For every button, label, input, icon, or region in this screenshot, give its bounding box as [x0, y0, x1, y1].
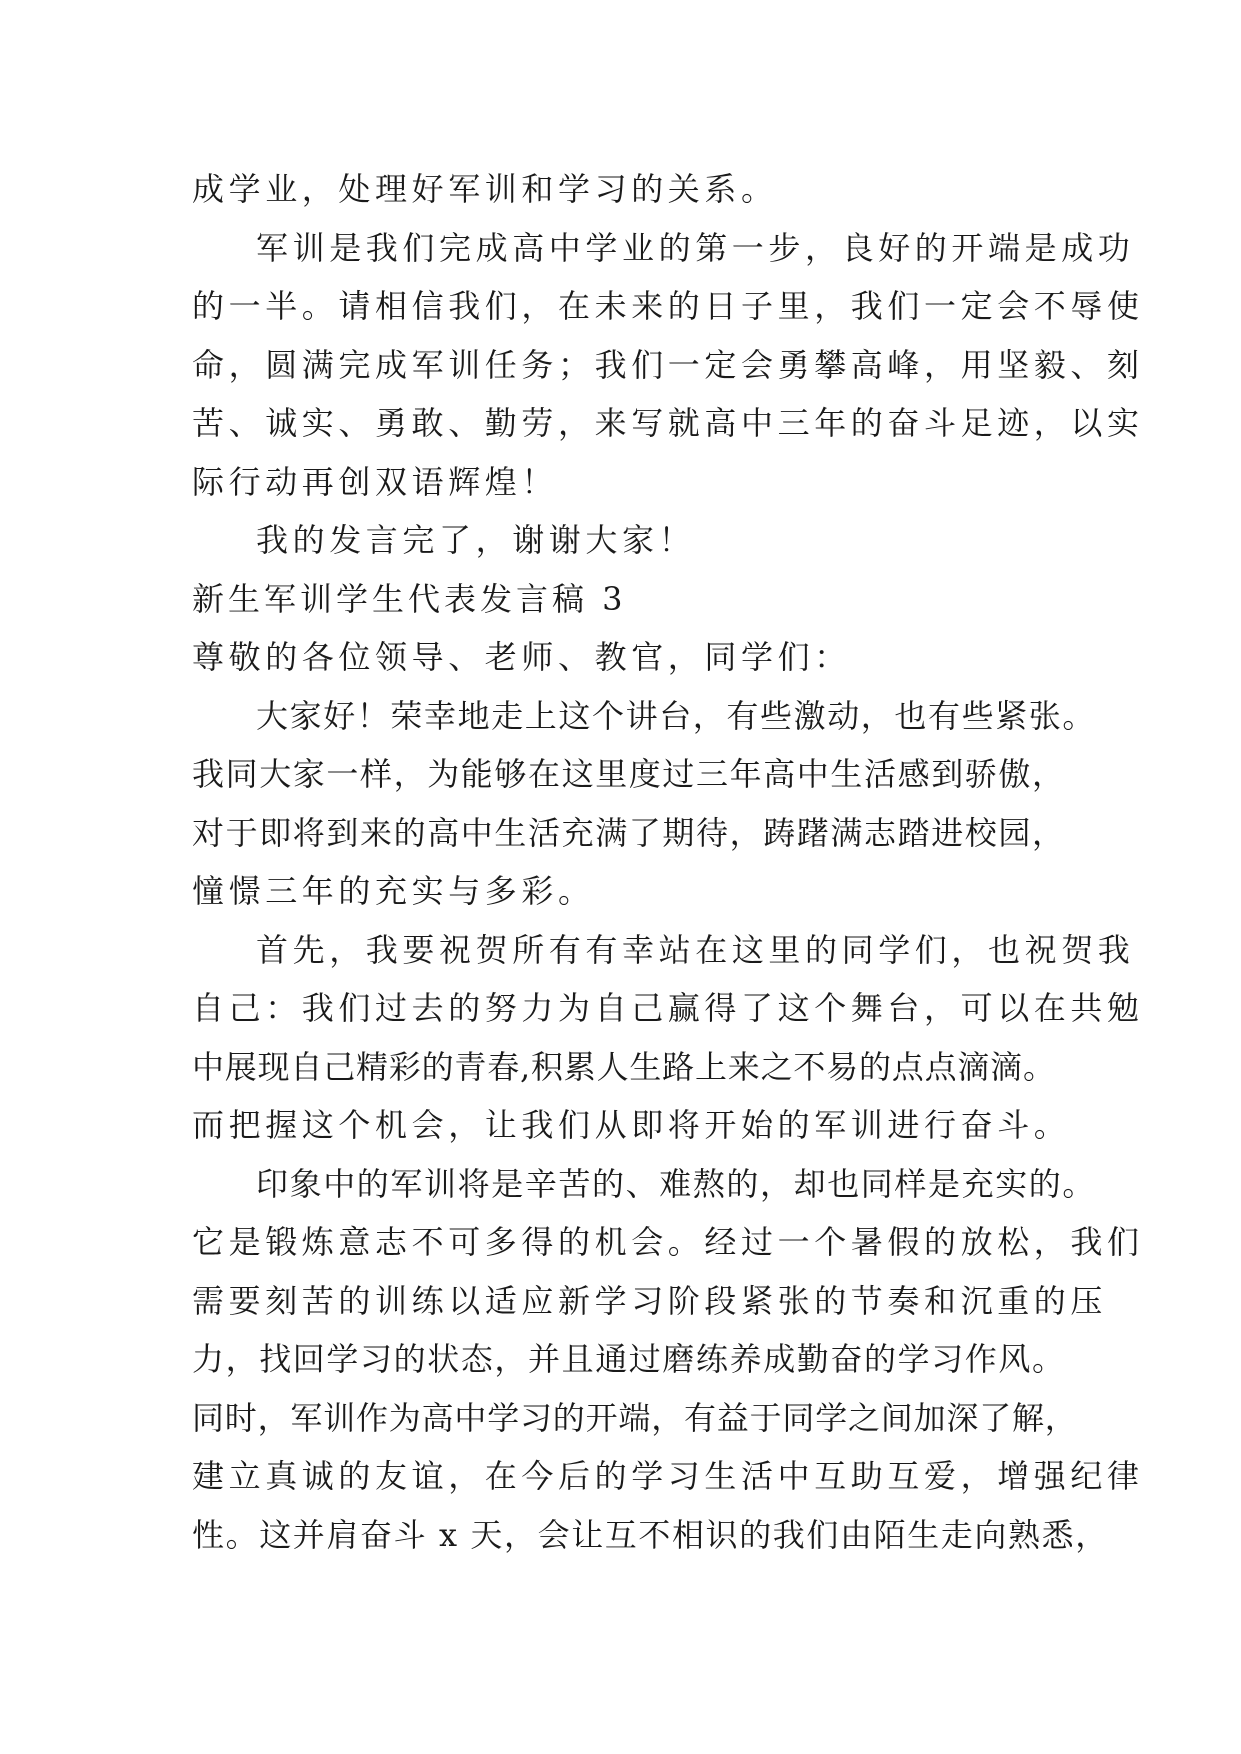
text-line: 命，圆满完成军训任务；我们一定会勇攀高峰，用坚毅、刻 — [192, 345, 1144, 384]
text-line: 首先，我要祝贺所有有幸站在这里的同学们，也祝贺我 — [256, 930, 1135, 969]
text-line: 同时，军训作为高中学习的开端，有益于同学之间加深了解， — [192, 1398, 1078, 1437]
document-body — [192, 160, 1144, 1564]
text-line: 中展现自己精彩的青春,积累人生路上来之不易的点点滴滴。 — [192, 1047, 1056, 1086]
text-line: 性。这并肩奋斗 x 天，会让互不相识的我们由陌生走向熟悉， — [192, 1515, 1109, 1554]
salutation: 尊敬的各位领导、老师、教官，同学们： — [192, 638, 851, 676]
text-line: 力，找回学习的状态，并且通过磨练养成勤奋的学习作风。 — [192, 1340, 1066, 1378]
text-line: 成学业，处理好军训和学习的关系。 — [192, 170, 778, 208]
text-line: 苦、诚实、勇敢、勤劳，来写就高中三年的奋斗足迹，以实 — [192, 404, 1144, 442]
text-line: 建立真诚的友谊，在今后的学习生活中互助互爱，增强纪律 — [192, 1457, 1144, 1495]
text-line: 而把握这个机会，让我们从即将开始的军训进行奋斗。 — [192, 1106, 1071, 1144]
section-title: 新生军训学生代表发言稿 3 — [192, 579, 627, 618]
text-line: 印象中的军训将是辛苦的、难熬的，却也同样是充实的。 — [256, 1164, 1097, 1203]
text-line: 需要刻苦的训练以适应新学习阶段紧张的节奏和沉重的压 — [192, 1281, 1108, 1320]
text-line: 自己：我们过去的努力为自己赢得了这个舞台，可以在共勉 — [192, 989, 1144, 1027]
text-line: 对于即将到来的高中生活充满了期待，踌躇满志踏进校园， — [192, 813, 1066, 852]
text-line: 我同大家一样，为能够在这里度过三年高中生活感到骄傲， — [192, 755, 1066, 793]
text-line: 大家好！荣幸地走上这个讲台，有些激动，也有些紧张。 — [256, 696, 1097, 735]
text-line: 我的发言完了，谢谢大家！ — [256, 521, 696, 559]
text-line: 它是锻炼意志不可多得的机会。经过一个暑假的放松，我们 — [192, 1223, 1144, 1261]
text-line: 憧憬三年的充实与多彩。 — [192, 872, 595, 910]
text-line: 军训是我们完成高中学业的第一步，良好的开端是成功 — [256, 228, 1135, 267]
text-line: 际行动再创双语辉煌！ — [192, 462, 559, 501]
text-line: 的一半。请相信我们，在未来的日子里，我们一定会不辱使 — [192, 287, 1144, 325]
